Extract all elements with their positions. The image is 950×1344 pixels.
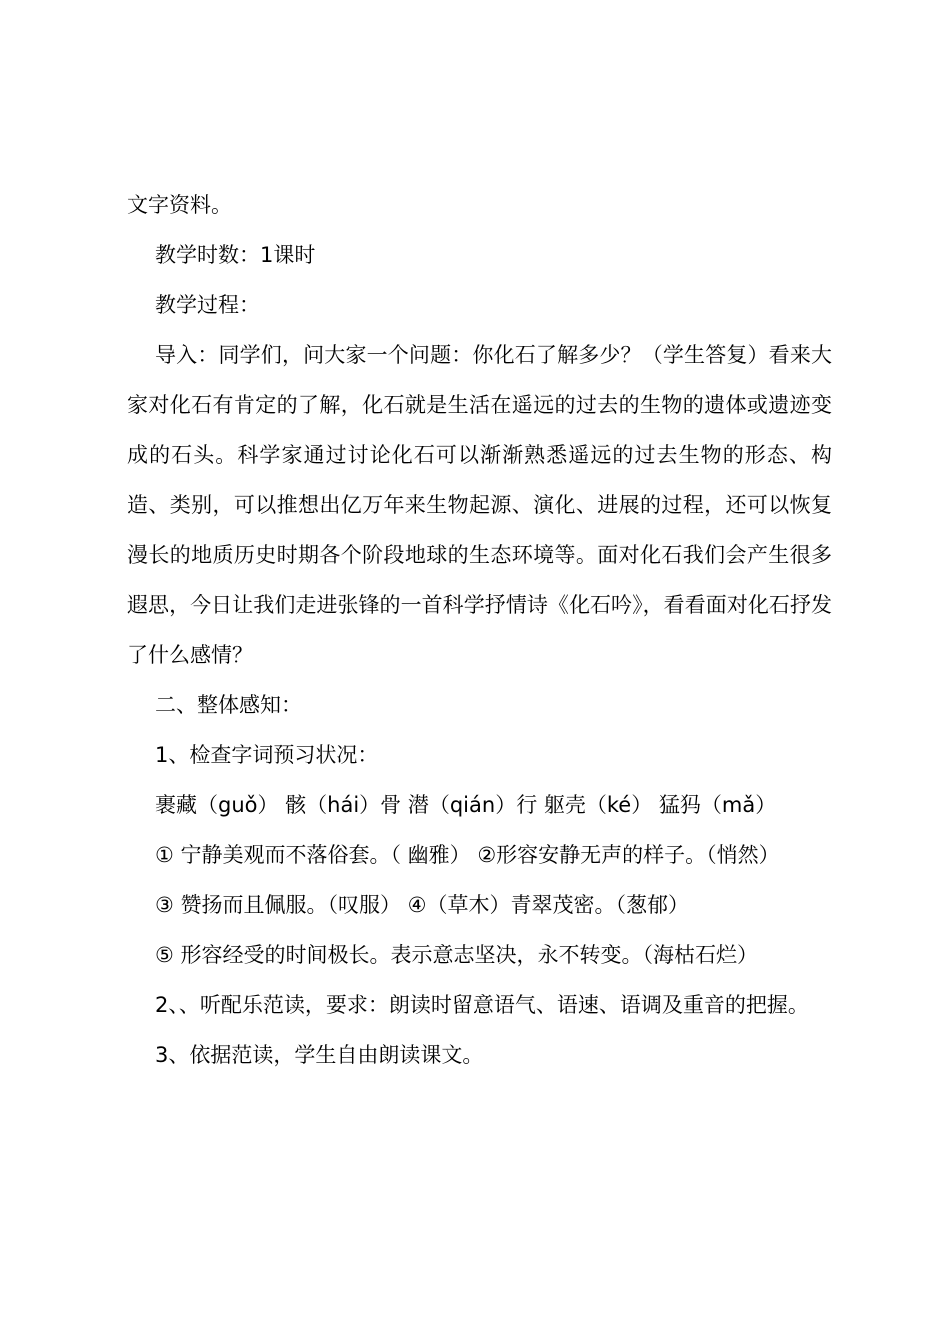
- paragraph-teaching-hours: 教学时数：1课时: [155, 243, 316, 267]
- paragraph-teaching-process: 教学过程：: [155, 293, 260, 317]
- paragraph-model-reading: 2、、听配乐范读，要求：朗读时留意语气、语速、语调及重音的把握。: [155, 993, 809, 1017]
- paragraph-check-vocabulary: 1、检查字词预习状况：: [155, 743, 379, 767]
- paragraph-pinyin-list: 裹藏（guǒ） 骸（hái）骨 潜（qián）行 躯壳（ké） 猛犸（mǎ）: [155, 793, 777, 817]
- paragraph-definition-5: ⑤ 形容经受的时间极长。表示意志坚决，永不转变。（海枯石烂）: [155, 943, 758, 967]
- heading-overall-perception: 二、整体感知：: [155, 693, 302, 717]
- paragraph-definitions-1-2: ① 宁静美观而不落俗套。（ 幽雅） ②形容安静无声的样子。（悄然）: [155, 843, 780, 867]
- document-body: [127, 180, 832, 1080]
- paragraph-free-reading: 3、依据范读，学生自由朗读课文。: [155, 1043, 484, 1067]
- paragraph-definitions-3-4: ③ 赞扬而且佩服。（叹服） ④（草木）青翠茂密。（葱郁）: [155, 893, 690, 917]
- paragraph-introduction: 导入：同学们，问大家一个问题：你化石了解多少？（学生答复）看来大家对化石有肯定的了解，化石就是生活在遥远的过去的生物的遗体或遗迹变成的石头。科学家通过讨论化石可以渐渐熟悉遥远的过去生物的形态、构造、类别，可以推想出亿万年来生物起源、演化、进展的过程，还可以恢复漫长的地质历史时期各个阶段地球的生态环境等。面对化石我们会产生很多遐思，今日让我们走进张锋的一首科学抒情诗《化石吟》，看看面对化石抒发了什么感情？: [127, 343, 832, 667]
- paragraph-materials: 文字资料。: [127, 193, 232, 217]
